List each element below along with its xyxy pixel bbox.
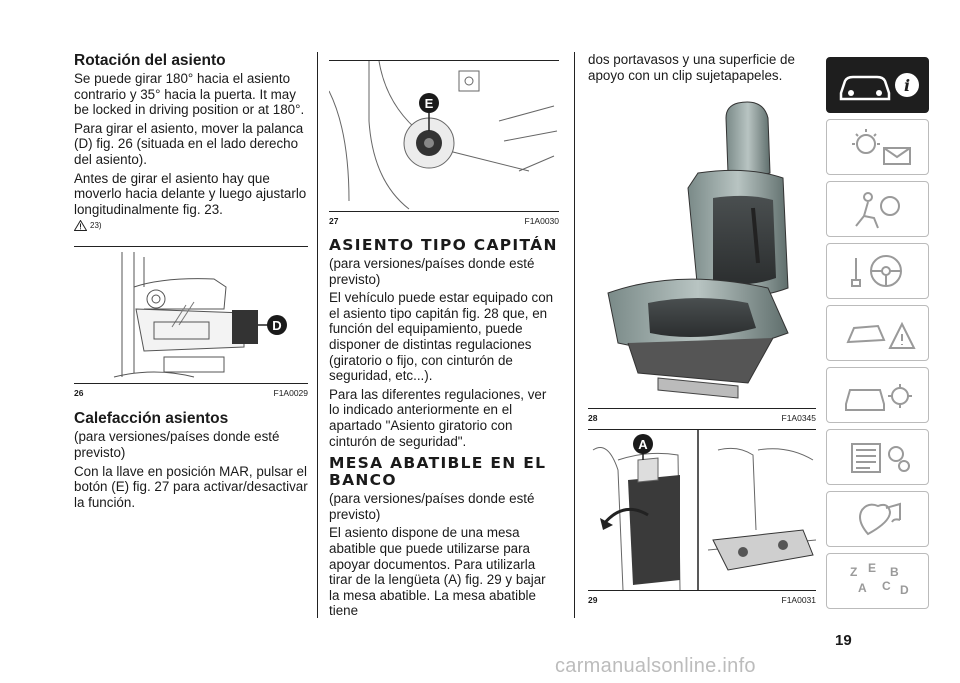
seat-lever-illustration	[74, 247, 308, 383]
alphabet-index-icon	[838, 560, 918, 602]
column-middle	[329, 52, 559, 622]
fold-table-illustration	[588, 430, 816, 590]
svg-text:C: C	[881, 579, 891, 593]
figure-caption	[74, 388, 308, 398]
figure-code: F1A0029	[273, 388, 308, 399]
paragraph: Con la llave en posición MAR, pulsar el botón (E) fig. 27 para activar/desactivar la función.	[74, 463, 308, 510]
paragraph: (para versiones/países donde esté previsto)	[329, 256, 535, 287]
figure-26	[74, 246, 308, 384]
callout-letter: A	[638, 437, 648, 453]
svg-text:Z: Z	[849, 565, 857, 579]
paragraph: dos portavasos y una superficie de apoyo con un clip sujetapapeles.	[588, 52, 795, 83]
svg-text:D: D	[899, 583, 909, 597]
warning-triangle-icon	[74, 220, 87, 231]
warning-light-icon	[838, 126, 918, 168]
multimedia-icon	[838, 498, 918, 540]
figure-number: 27	[329, 216, 339, 226]
emergency-icon	[838, 312, 918, 354]
tab-lights-messages[interactable]	[826, 119, 929, 175]
tab-car-info[interactable]	[826, 57, 929, 113]
column-right	[588, 52, 816, 605]
figure-code: F1A0345	[781, 413, 816, 424]
paragraph: Antes de girar el asiento hay que moverlo hacia delante y luego ajustarlo longitudinalmente fig. 23.	[74, 170, 307, 217]
column-divider	[574, 52, 575, 618]
paragraph: (para versiones/países donde esté previsto)	[74, 429, 280, 460]
tab-technical-data[interactable]	[826, 429, 929, 485]
captain-seat-illustration	[588, 88, 816, 408]
heading-captain-seat: ASIENTO TIPO CAPITÁN	[329, 236, 558, 254]
svg-text:B: B	[889, 565, 899, 579]
figure-code: F1A0031	[781, 595, 816, 606]
heading-seat-rotation: Rotación del asiento	[74, 52, 226, 69]
paragraph: Para las diferentes regulaciones, ver lo indicado anteriormente en el apartado "Asiento giratorio con cinturón de seguridad".	[329, 386, 547, 449]
technical-data-icon	[838, 436, 918, 478]
svg-text:A: A	[857, 581, 867, 595]
figure-caption	[329, 216, 559, 226]
tab-maintenance[interactable]	[826, 367, 929, 423]
callout-letter: E	[424, 96, 434, 111]
warning-ref-text: 23)	[90, 221, 102, 231]
figure-27	[329, 60, 559, 212]
figure-29	[588, 429, 816, 591]
warning-reference	[74, 220, 308, 231]
paragraph: Para girar el asiento, mover la palanca (D) fig. 26 (situada en el lado derecho del asiento).	[74, 120, 304, 167]
svg-text:E: E	[867, 561, 876, 575]
paragraph: Se puede girar 180° hacia el asiento contrario y 35° hacia la puerta. It may be locked in driving position or at 180°.	[74, 71, 305, 118]
figure-number: 26	[74, 388, 84, 399]
callout-letter: D	[272, 318, 282, 334]
heating-button-illustration	[329, 61, 559, 211]
chapter-tabs	[826, 57, 931, 615]
tab-starting-driving[interactable]	[826, 243, 929, 299]
car-info-icon	[833, 65, 923, 105]
info-glyph: i	[903, 76, 910, 95]
watermark: carmanualsonline.info	[555, 655, 756, 677]
paragraph: (para versiones/países donde esté previsto)	[329, 491, 535, 522]
heading-seat-heating: Calefacción asientos	[74, 410, 229, 428]
figure-code: F1A0030	[524, 216, 559, 226]
paragraph: El vehículo puede estar equipado con el asiento tipo capitán fig. 28 que, en función del equipamiento, puede disponer de distintas regulaciones (giratorio o fijo, con cinturón de seguridad, etc...).	[329, 290, 554, 384]
tab-emergency[interactable]	[826, 305, 929, 361]
airbag-icon	[838, 188, 918, 230]
tab-safety[interactable]	[826, 181, 929, 237]
tab-index[interactable]	[826, 553, 929, 609]
page-number: 19	[835, 632, 852, 649]
steering-wheel-icon	[838, 250, 918, 292]
car-maintenance-icon	[838, 374, 918, 416]
tab-multimedia[interactable]	[826, 491, 929, 547]
paragraph: El asiento dispone de una mesa abatible que puede utilizarse para apoyar documentos. Para utilizarla tirar de la lengüeta (A) fig. 29 y bajar la mesa abatible. La mesa abatible tiene	[329, 525, 546, 619]
figure-number: 28	[588, 413, 598, 424]
column-divider	[317, 52, 318, 618]
figure-number: 29	[588, 595, 598, 606]
column-left	[74, 52, 308, 513]
figure-28	[588, 88, 816, 409]
figure-caption	[588, 595, 816, 605]
heading-fold-table: MESA ABATIBLE EN EL BANCO	[329, 454, 547, 490]
figure-caption	[588, 413, 816, 423]
